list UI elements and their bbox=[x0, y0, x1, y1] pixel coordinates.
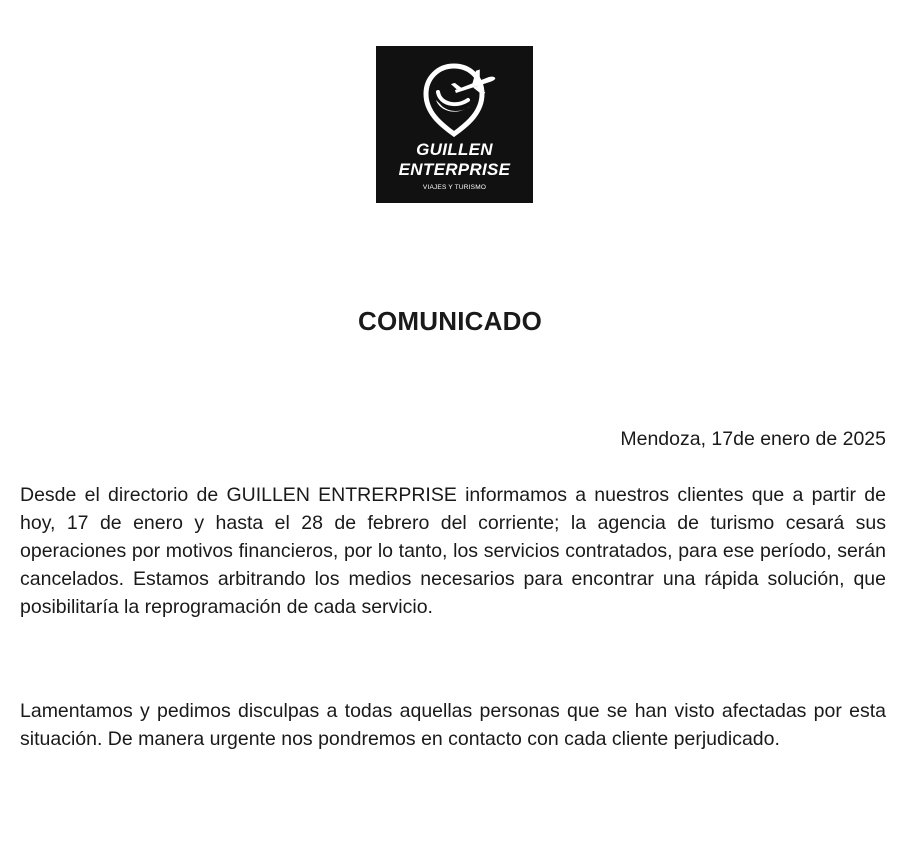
logo-name-line2: ENTERPRISE bbox=[398, 160, 511, 179]
body-paragraph-2: Lamentamos y pedimos disculpas a todas aquellas personas que se han visto afectadas por esta situación. De manera urgente nos pondremos en contacto con cada cliente perjudicado. bbox=[20, 700, 886, 750]
body-paragraph-1: Desde el directorio de GUILLEN ENTRERPRISE informamos a nuestros clientes que a partir de hoy, 17 de enero y hasta el 28 de febrero del corriente; la agencia de turismo cesará sus operaciones por motivos financieros, por lo tanto, los servicios contratados, para ese período, serán cancelados. Estamos arbitrando los medios necesarios para encontrar una rápida solución, que posibilitaría la reprogramación de cada servicio. bbox=[20, 484, 886, 618]
company-logo bbox=[376, 46, 533, 203]
document-title: COMUNICADO bbox=[358, 306, 542, 336]
logo-tagline: VIAJES Y TURISMO bbox=[422, 184, 487, 191]
logo-name-line1: GUILLEN bbox=[416, 140, 493, 159]
location-pin-airplane-icon bbox=[376, 46, 533, 203]
date-line: Mendoza, 17de enero de 2025 bbox=[620, 428, 886, 450]
